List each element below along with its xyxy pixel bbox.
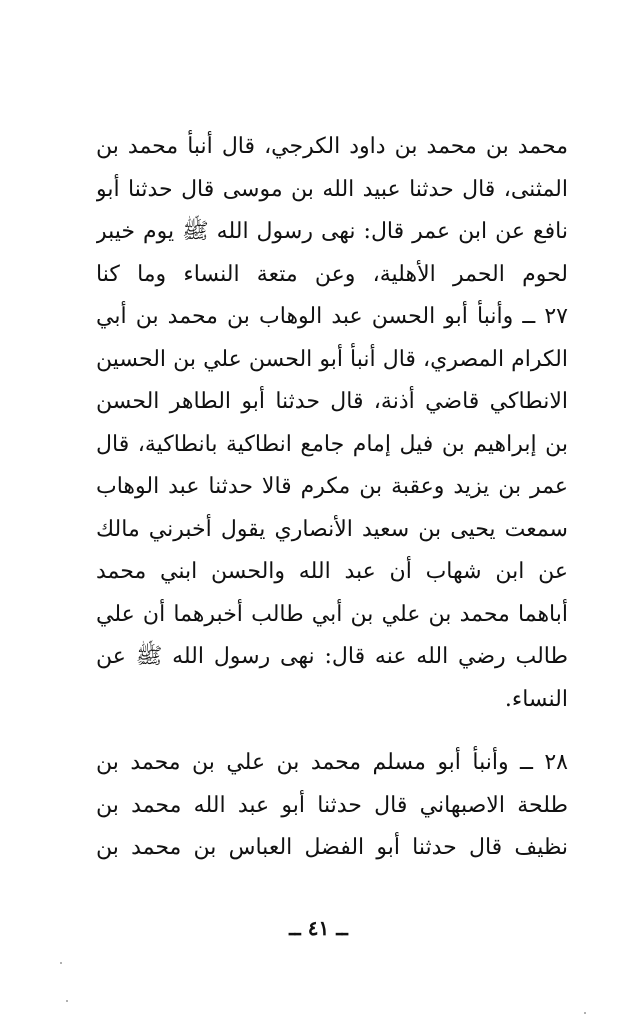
text-line: طلحة الاصبهاني قال حدثنا أبو عبد الله محمد بن <box>96 792 568 818</box>
text-line: نافع عن ابن عمر قال: نهى رسول الله ﷺ يوم خيبر <box>96 219 568 244</box>
text-line: طالب رضي الله عنه قال: نهى رسول الله ﷺ عن <box>96 644 568 669</box>
text-line: لحوم الحمر الأهلية، وعن متعة النساء وما كنا <box>96 261 568 287</box>
text-line: أباهما محمد بن علي بن أبي طالب أخبرهما أن علي <box>96 601 568 627</box>
text-line: نظيف قال حدثنا أبو الفضل العباس بن محمد بن <box>96 835 568 860</box>
text-line: محمد بن محمد بن داود الكرجي، قال أنبأ محمد بن <box>96 134 568 159</box>
text-line: عمر بن يزيد وعقبة بن مكرم قالا حدثنا عبد الوهاب <box>96 474 568 499</box>
text-line: النساء. <box>504 686 568 712</box>
text-line: الكرام المصري، قال أنبأ أبو الحسن علي بن الحسين <box>96 346 568 372</box>
paragraph-continuation <box>96 126 568 296</box>
text-line: ٢٨ ــ وأنبأ أبو مسلم محمد بن علي بن محمد بن <box>96 750 568 775</box>
paragraph-hadith-27 <box>96 296 568 721</box>
page-number: ــ ٤١ ــ <box>289 916 348 940</box>
scan-speck <box>584 1012 586 1014</box>
text-line: الانطاكي قاضي أذنة، قال حدثنا أبو الطاهر الحسن <box>96 389 568 414</box>
text-line: بن إبراهيم بن فيل إمام جامع انطاكية بانطاكية، قال <box>96 431 568 457</box>
text-line: ٢٧ ــ وأنبأ أبو الحسن عبد الوهاب بن محمد بن أبي <box>96 304 568 329</box>
paragraph-hadith-28 <box>96 742 568 870</box>
scan-speck <box>60 962 62 964</box>
scan-speck <box>66 1000 68 1002</box>
text-line: عن ابن شهاب أن عبد الله والحسن ابني محمد <box>96 559 568 584</box>
text-line: المثنى، قال حدثنا عبيد الله بن موسى قال حدثنا أبو <box>96 176 568 202</box>
text-line: سمعت يحيى بن سعيد الأنصاري يقول أخبرني مالك <box>96 516 568 542</box>
